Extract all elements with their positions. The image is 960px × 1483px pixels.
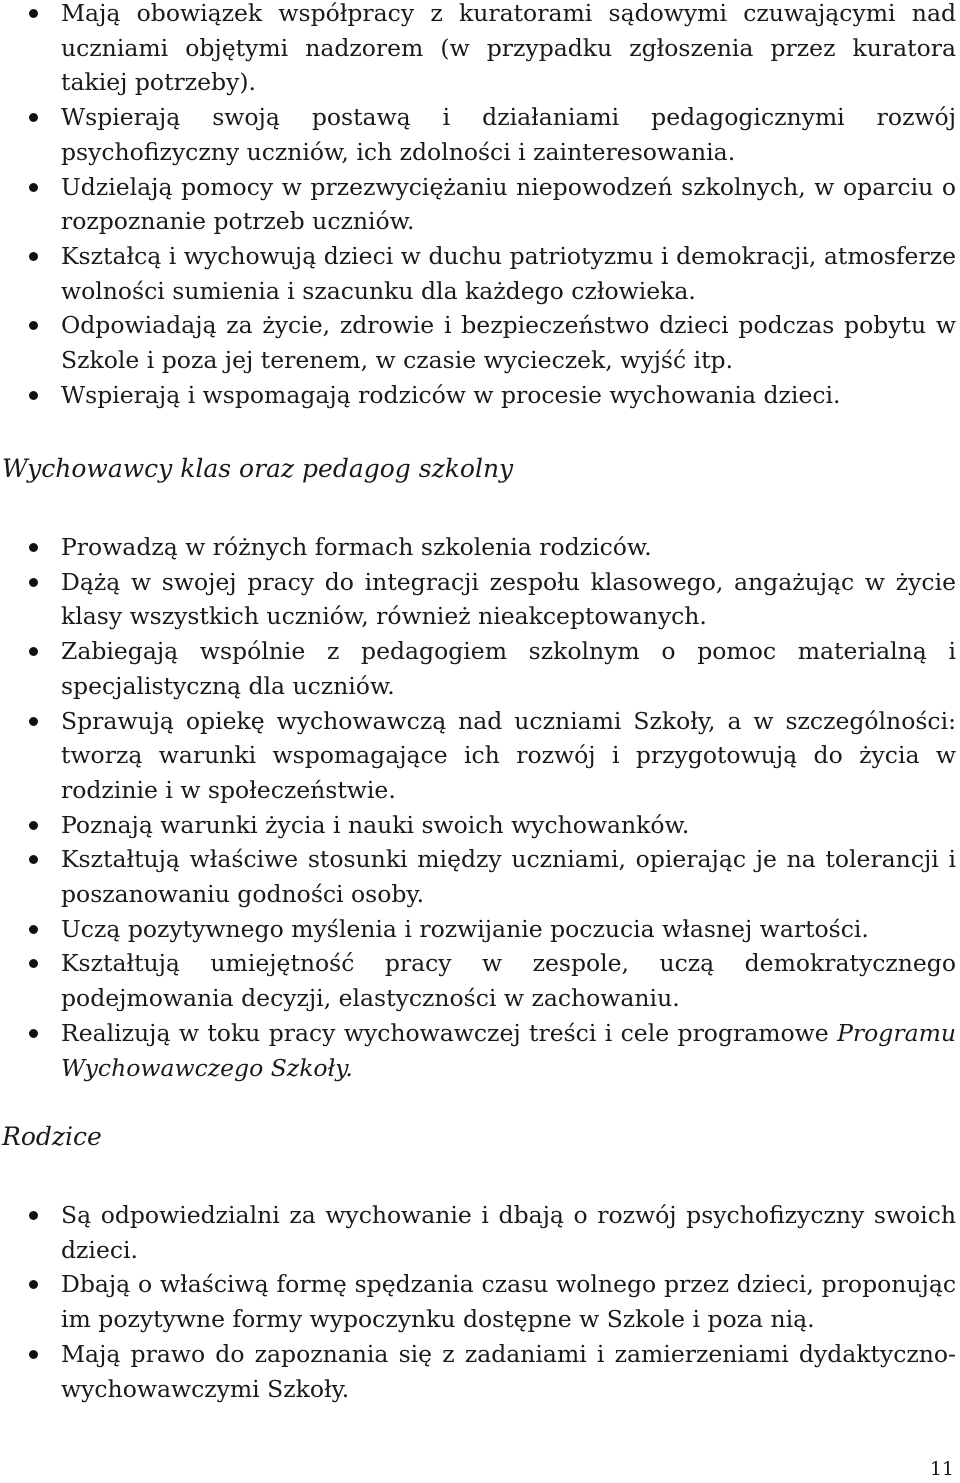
bullet-icon <box>29 855 38 864</box>
list-item: Realizują w toku pracy wychowawczej treści i cele programowe Programu Wychowawczego Szkoły. <box>0 1016 956 1085</box>
bullet-icon <box>29 647 38 656</box>
list-item: Kształtują umiejętność pracy w zespole, uczą demokratycznego podejmowania decyzji, elastyczności w zachowaniu. <box>0 946 956 1015</box>
page-number: 11 <box>929 1458 954 1480</box>
list-item: Dbają o właściwą formę spędzania czasu wolnego przez dzieci, proponując im pozytywne formy wypoczynku dostępne w Szkole i poza nią. <box>0 1267 956 1336</box>
bullet-icon <box>29 183 38 192</box>
list-item: Zabiegają wspólnie z pedagogiem szkolnym o pomoc materialną i specjalistyczną dla uczniów. <box>0 634 956 703</box>
bullet-icon <box>29 1029 38 1038</box>
list-item: Wspierają i wspomagają rodziców w procesie wychowania dzieci. <box>0 378 956 413</box>
bullet-icon <box>29 821 38 830</box>
list-item: Poznają warunki życia i nauki swoich wychowanków. <box>0 808 956 843</box>
list-item: Prowadzą w różnych formach szkolenia rodziców. <box>0 530 956 565</box>
list-item: Udzielają pomocy w przezwyciężaniu niepowodzeń szkolnych, w oparciu o rozpoznanie potrzeb uczniów. <box>0 170 956 239</box>
bullet-icon <box>29 543 38 552</box>
section-heading-wychowawcy: Wychowawcy klas oraz pedagog szkolny <box>2 454 514 483</box>
teachers-duties-list <box>0 0 956 412</box>
list-item: Kształtują właściwe stosunki między uczniami, opierając je na tolerancji i poszanowaniu godności osoby. <box>0 842 956 911</box>
list-item: Kształcą i wychowują dzieci w duchu patriotyzmu i demokracji, atmosferze wolności sumienia i szacunku dla każdego człowieka. <box>0 239 956 308</box>
bullet-icon <box>29 578 38 587</box>
bullet-icon <box>29 113 38 122</box>
bullet-icon <box>29 321 38 330</box>
section-heading-rodzice: Rodzice <box>2 1122 102 1151</box>
bullet-icon <box>29 959 38 968</box>
list-item: Są odpowiedzialni za wychowanie i dbają o rozwój psychofizyczny swoich dzieci. <box>0 1198 956 1267</box>
bullet-icon <box>29 1350 38 1359</box>
list-item: Odpowiadają za życie, zdrowie i bezpieczeństwo dzieci podczas pobytu w Szkole i poza jej terenem, w czasie wycieczek, wyjść itp. <box>0 308 956 377</box>
list-item: Wspierają swoją postawą i działaniami pedagogicznymi rozwój psychofizyczny uczniów, ich zdolności i zainteresowania. <box>0 100 956 169</box>
wychowawcy-list <box>0 530 956 1085</box>
list-item: Dążą w swojej pracy do integracji zespołu klasowego, angażując w życie klasy wszystkich uczniów, również nieakceptowanych. <box>0 565 956 634</box>
bullet-icon <box>29 1211 38 1220</box>
bullet-icon <box>29 925 38 934</box>
bullet-icon <box>29 391 38 400</box>
program-title: Programu Wychowawczego Szkoły. <box>61 1018 956 1082</box>
bullet-icon <box>29 9 38 18</box>
bullet-icon <box>29 717 38 726</box>
rodzice-list <box>0 1198 956 1406</box>
bullet-icon <box>29 252 38 261</box>
list-item: Mają prawo do zapoznania się z zadaniami i zamierzeniami dydaktyczno-wychowawczymi Szkoły. <box>0 1337 956 1406</box>
bullet-icon <box>29 1280 38 1289</box>
list-item: Sprawują opiekę wychowawczą nad uczniami Szkoły, a w szczególności: tworzą warunki wspomagające ich rozwój i przygotowują do życia w rodzinie i w społeczeństwie. <box>0 704 956 808</box>
list-item: Mają obowiązek współpracy z kuratorami sądowymi czuwającymi nad uczniami objętymi nadzorem (w przypadku zgłoszenia przez kuratora takiej potrzeby). <box>0 0 956 100</box>
list-item: Uczą pozytywnego myślenia i rozwijanie poczucia własnej wartości. <box>0 912 956 947</box>
